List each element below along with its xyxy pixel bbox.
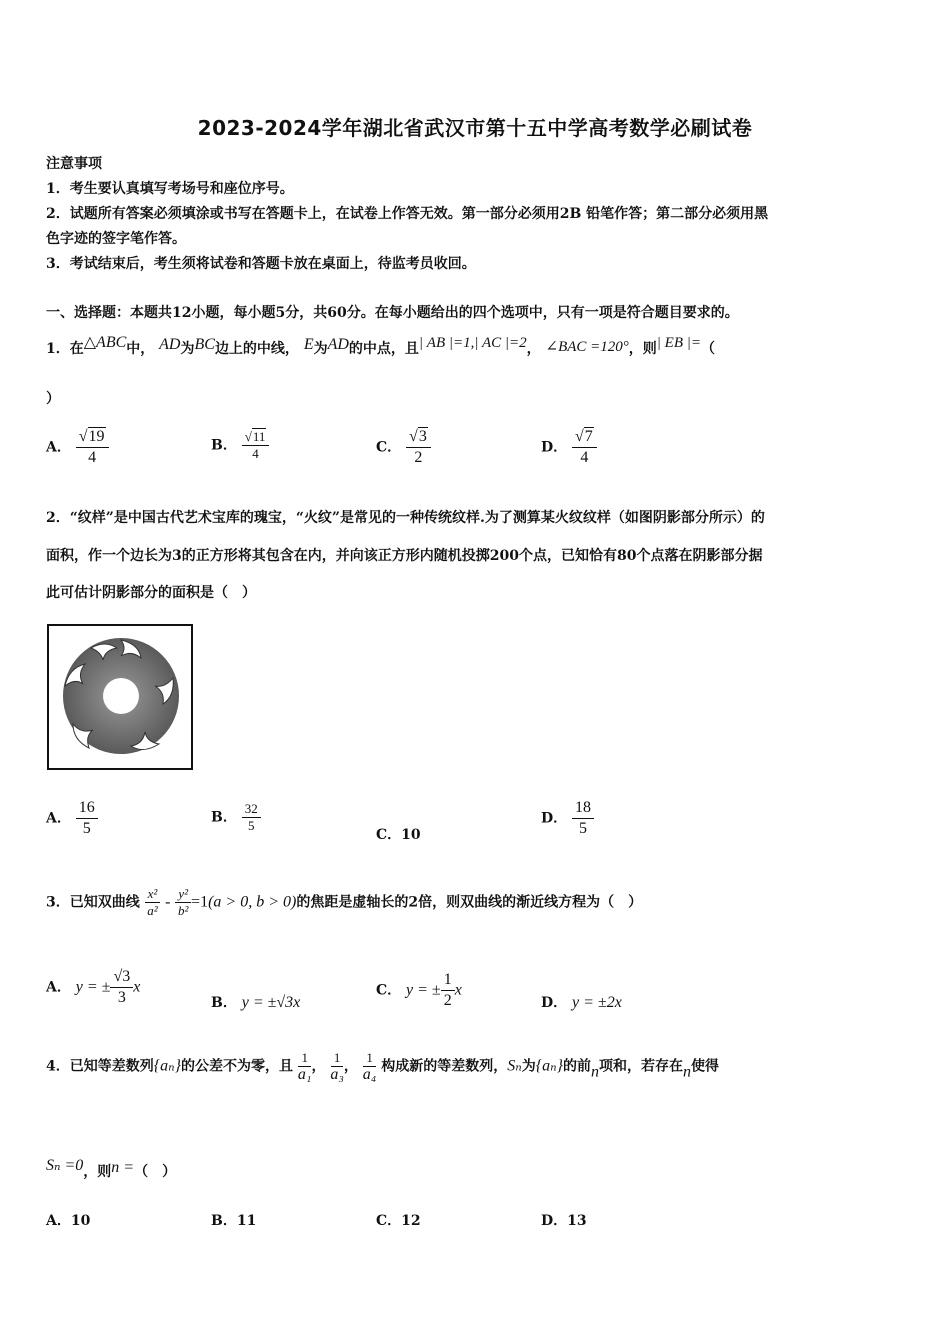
q1-c-num: 3 [418,428,427,445]
option-value: 11 [236,1213,257,1229]
q3-x2: x² [145,886,161,903]
q4-f1-num: 1 [298,1050,311,1067]
q1-b-num: 11 [252,429,266,444]
q1-d-num: 7 [584,428,593,445]
q3-y2: y² [175,886,191,903]
q1-option-c[interactable]: C． $\frac{√3}{2}$ [376,427,431,468]
q1-text: ，则 [628,341,657,357]
option-label: C． [376,439,402,456]
q1-text: （ [701,341,715,357]
q1-text: 为 [180,341,195,357]
fire-pattern-icon [49,626,191,768]
option-value: 10 [70,1213,91,1229]
q2-option-b[interactable] [211,801,261,834]
q1-option-a[interactable]: A． $\frac{√19}{4}$ [46,427,109,468]
question-1-stem [46,332,715,358]
question-2-line: 此可估计阴影部分的面积是（ ） [46,585,256,601]
q3-cond: (a > 0, b > 0) [208,893,297,911]
q1-c-den: 2 [414,449,423,466]
q4-text: 为 [521,1058,536,1075]
q1-text: 为 [313,341,328,357]
q3-minus: - [165,893,171,911]
q1-triangle: △ABC [83,334,127,351]
q3-a-num: √3 [110,967,133,988]
option-label: A． [46,439,71,456]
q4-f2-den: a₃ [330,1066,344,1083]
q4-option-b[interactable] [211,1210,256,1230]
q1-eb: | EB |= [656,335,701,351]
option-label: D． [541,1213,568,1229]
q2-a-num: 16 [76,798,98,819]
q2-b-num: 32 [242,801,261,818]
q4-text: 的前 [562,1058,591,1075]
q1-text: 1．在 [46,341,84,357]
option-label: B． [211,437,237,454]
q4-an: {aₙ} [153,1057,182,1075]
q4-text: 4．已知等差数列 [46,1058,154,1075]
q3-a2: a² [147,903,158,918]
fire-pattern-figure [47,624,193,770]
q4-n: n [682,1063,691,1081]
q4-text: 构成新的等差数列， [381,1058,508,1075]
q3-c-post: x [454,981,462,999]
q3-a-post: x [133,978,141,996]
q4-comma: ， [311,1058,326,1075]
q4-sn: Sₙ [507,1057,522,1075]
notice-item: 2．试题所有答案必须填涂或书写在答题卡上，在试卷上作答无效。第一部分必须用2B 铅笔作答；第二部分必须用黑 [46,206,769,222]
q4-f1-den: a₁ [297,1066,312,1083]
q1-text: ， [526,341,541,357]
q4-text: ，则 [83,1164,112,1180]
q3-option-c[interactable] [376,970,462,1011]
q4-n: n [590,1063,599,1081]
q4-text: （ ） [134,1164,177,1180]
section-heading: 一、选择题：本题共12小题，每小题5分，共60分。在每小题给出的四个选项中，只有一项是符合题目要求的。 [46,305,739,321]
question-4-stem-cont [46,1155,176,1181]
q4-sn0: Sₙ =0 [46,1157,84,1174]
option-label: A． [46,1213,71,1229]
option-label: C． [376,1213,402,1229]
q1-bc: BC [194,336,215,353]
option-value: 13 [567,1213,587,1229]
q1-close-paren: ） [46,391,60,407]
notice-item: 1．考生要认真填写考场号和座位序号。 [46,181,294,197]
q1-ad: AD [327,336,349,353]
q4-text: 项和，若存在 [598,1058,683,1075]
notice-item: 3．考试结束后，考生须将试卷和答题卡放在桌面上，待监考员收回。 [46,256,476,272]
q2-d-den: 5 [579,820,588,837]
q3-d-text: y = ±2x [572,994,622,1011]
q4-option-a[interactable] [46,1210,90,1230]
q4-an: {aₙ} [535,1057,563,1075]
q3-option-d[interactable] [541,992,622,1012]
q1-text: 的中点，且 [348,341,419,357]
q2-d-num: 18 [572,798,594,819]
q3-eq: =1 [191,893,209,911]
q1-ad: AD [159,336,181,353]
notice-item: 色字迹的签字笔作答。 [46,231,186,247]
q4-f3-den: a₄ [362,1066,377,1083]
q2-option-a[interactable] [46,798,98,839]
option-label: D． [541,995,568,1011]
q1-option-d[interactable]: D． $\frac{√7}{4}$ [541,427,597,468]
question-4-stem [46,1050,719,1083]
q1-a-num: 19 [88,428,105,445]
question-3-stem [46,886,642,919]
q3-option-b[interactable] [211,992,300,1012]
option-label: B． [211,1213,237,1229]
option-label: D． [541,810,568,827]
q3-c-pre: y = ± [406,981,441,999]
q1-angle: ∠BAC =120° [545,339,629,355]
option-value: 12 [401,1213,421,1229]
q3-a-pre: y = ± [75,978,111,996]
q4-f2-num: 1 [331,1050,344,1067]
option-label: C． [376,982,402,999]
q4-text: 使得 [690,1058,719,1075]
q1-condition: | AB |=1,| AC |=2 [418,335,527,351]
q3-option-a[interactable] [46,967,140,1008]
q3-c-den: 2 [443,992,452,1009]
option-label: A． [46,979,71,996]
q3-a-den: 3 [117,989,126,1006]
q1-text: 中， [126,341,155,357]
q2-b-den: 5 [247,818,255,833]
question-2-line: 2．“纹样”是中国古代艺术宝库的瑰宝，“火纹”是常见的一种传统纹样.为了测算某火纹纹样（如图阴影部分所示）的 [46,510,765,526]
option-label: D． [541,439,568,456]
option-value: 10 [401,827,421,843]
option-label: C． [376,827,402,843]
q3-b-text: y = ±√3x [241,994,301,1011]
q4-neq: n = [111,1159,135,1176]
q1-b-den: 4 [252,446,259,461]
q3-c-num: 1 [441,970,455,991]
q4-f3-num: 1 [363,1050,376,1067]
q4-text: 的公差不为零，且 [181,1058,294,1075]
notice-heading: 注意事项 [46,156,102,172]
q2-option-c[interactable] [376,824,421,844]
q4-option-c[interactable] [376,1210,421,1230]
q1-e: E [303,336,314,353]
option-label: B． [211,995,237,1011]
q3-text: 3．已知双曲线 [46,894,140,911]
q3-b2: b² [178,903,189,918]
q1-option-b[interactable]: B． $\frac{√11}{4}$ [211,429,269,462]
q4-option-d[interactable] [541,1210,587,1230]
q1-d-den: 4 [580,449,589,466]
q2-a-den: 5 [82,820,91,837]
option-label: B． [211,809,237,826]
option-label: A． [46,810,71,827]
question-2-line: 面积，作一个边长为3的正方形将其包含在内，并向该正方形内随机投掷200个点，已知恰有80个点落在阴影部分据 [46,548,763,564]
q1-a-den: 4 [88,449,97,466]
q4-comma: ， [343,1058,358,1075]
q1-text: 边上的中线， [214,341,299,357]
page-title: 2023-2024学年湖北省武汉市第十五中学高考数学必刷试卷 [197,116,753,140]
q3-text: 的焦距是虚轴长的2倍，则双曲线的渐近线方程为（ ） [296,894,643,911]
q2-option-d[interactable] [541,798,594,839]
